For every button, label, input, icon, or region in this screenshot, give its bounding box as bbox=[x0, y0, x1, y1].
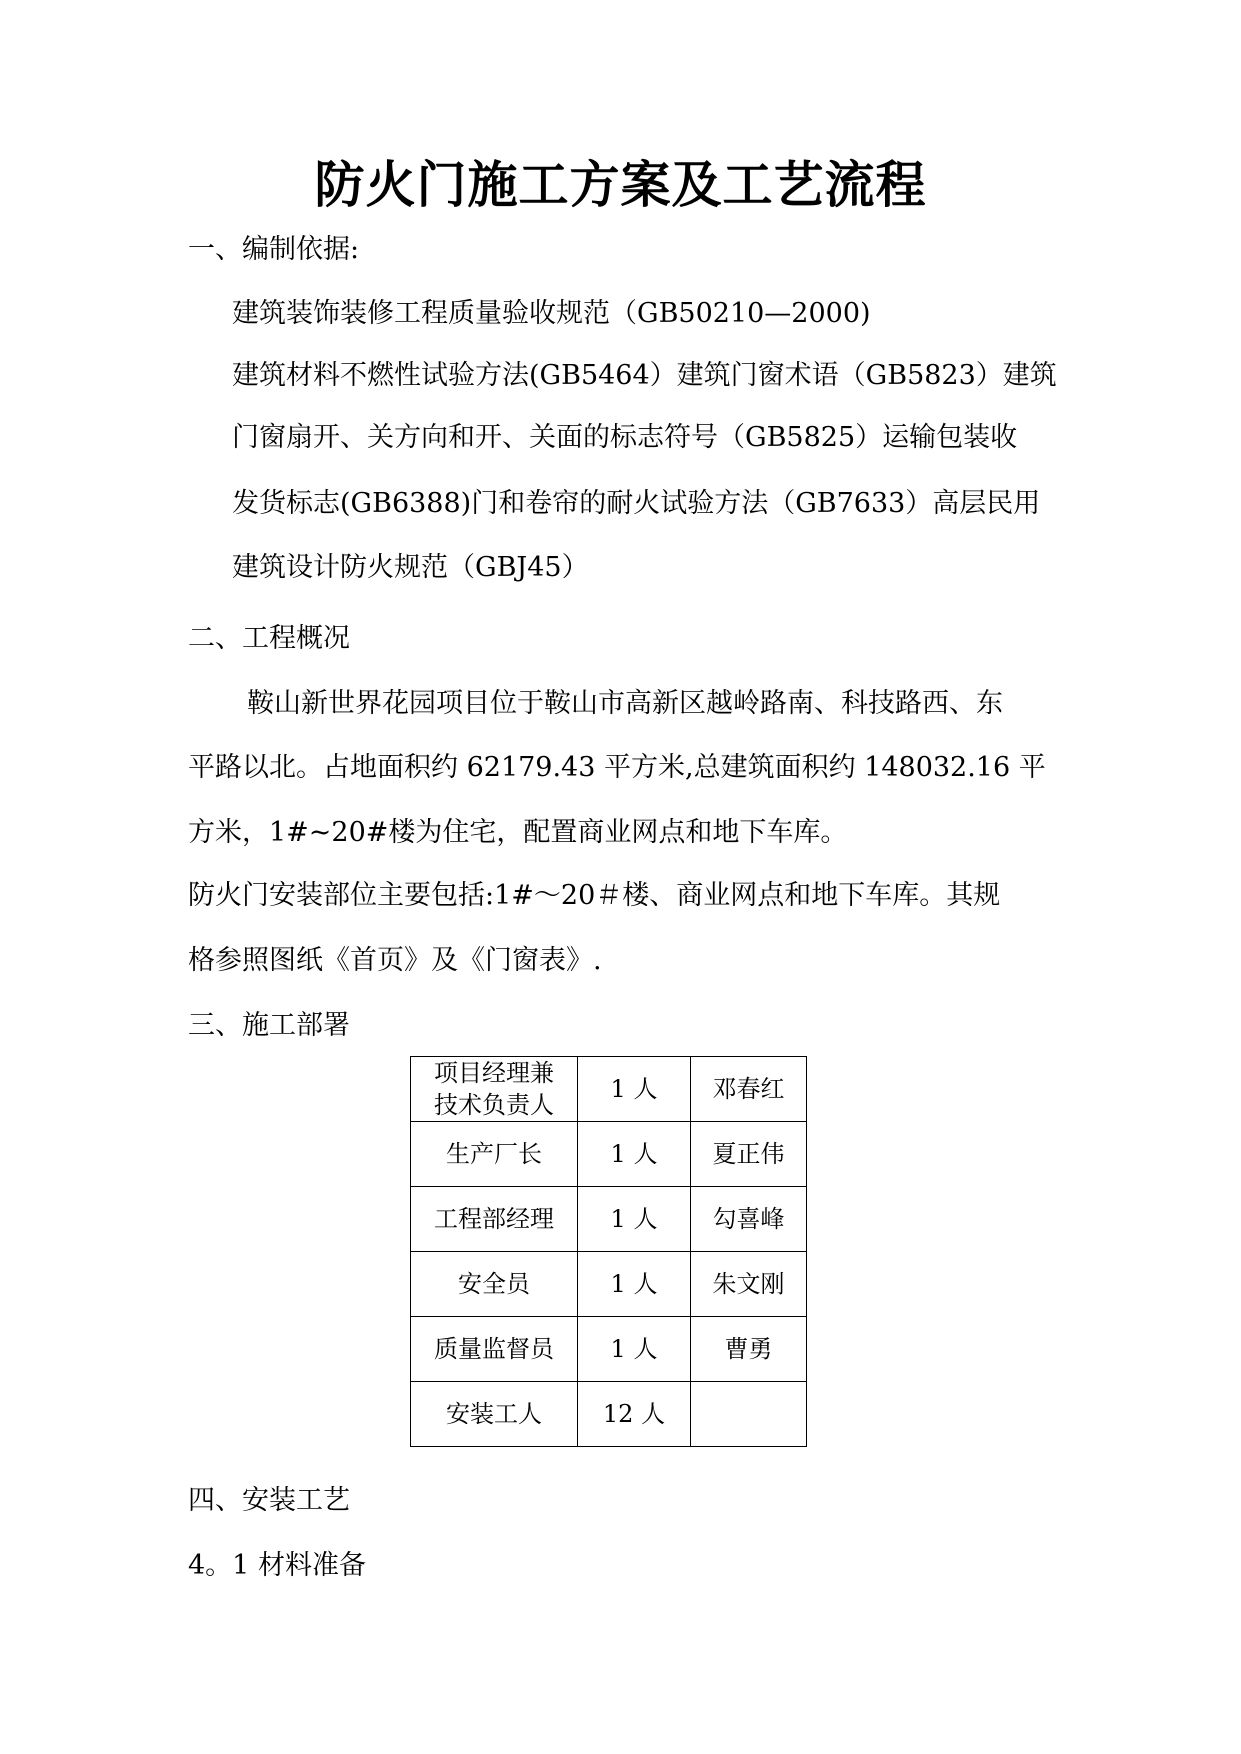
staff-name: 朱文刚 bbox=[691, 1252, 807, 1317]
table-row bbox=[411, 1317, 807, 1382]
table-row bbox=[411, 1122, 807, 1187]
basis-line: 建筑装饰装修工程质量验收规范（GB50210—2000) bbox=[232, 298, 871, 329]
staff-role: 生产厂长 bbox=[411, 1122, 578, 1187]
section-heading-overview: 二、工程概况 bbox=[188, 623, 350, 654]
staff-name bbox=[691, 1382, 807, 1447]
table-row bbox=[411, 1057, 807, 1122]
staff-name: 邓春红 bbox=[691, 1057, 807, 1122]
table-row bbox=[411, 1382, 807, 1447]
staff-name: 曹勇 bbox=[691, 1317, 807, 1382]
staff-name: 夏正伟 bbox=[691, 1122, 807, 1187]
basis-line: 发货标志(GB6388)门和卷帘的耐火试验方法（GB7633）高层民用 bbox=[232, 488, 1041, 519]
section-heading-installation: 四、安装工艺 bbox=[188, 1485, 350, 1516]
section-heading-deployment: 三、施工部署 bbox=[188, 1010, 350, 1041]
staff-count: 1 人 bbox=[578, 1252, 691, 1317]
basis-line: 建筑材料不燃性试验方法(GB5464）建筑门窗术语（GB5823）建筑 bbox=[232, 360, 1057, 391]
subsection-heading-materials: 4。1 材料准备 bbox=[188, 1550, 366, 1581]
overview-line: 鞍山新世界花园项目位于鞍山市高新区越岭路南、科技路西、东 bbox=[247, 688, 1003, 719]
table-row bbox=[411, 1187, 807, 1252]
overview-line: 方米，1#~20#楼为住宅，配置商业网点和地下车库。 bbox=[188, 817, 848, 848]
overview-line: 格参照图纸《首页》及《门窗表》. bbox=[188, 945, 602, 976]
staff-role: 项目经理兼技术负责人 bbox=[434, 1059, 554, 1119]
document-title: 防火门施工方案及工艺流程 bbox=[314, 156, 927, 214]
basis-line: 门窗扇开、关方向和开、关面的标志符号（GB5825）运输包装收 bbox=[232, 422, 1018, 453]
staff-count: 1 人 bbox=[578, 1187, 691, 1252]
section-heading-basis: 一、编制依据: bbox=[188, 234, 360, 265]
staff-count: 1 人 bbox=[578, 1317, 691, 1382]
staff-role: 工程部经理 bbox=[411, 1187, 578, 1252]
staff-role: 安装工人 bbox=[411, 1382, 578, 1447]
table-row bbox=[411, 1252, 807, 1317]
overview-line: 防火门安装部位主要包括:1#～20＃楼、商业网点和地下车库。其规 bbox=[188, 880, 1001, 911]
staff-role: 质量监督员 bbox=[411, 1317, 578, 1382]
staff-table bbox=[410, 1056, 807, 1447]
basis-line: 建筑设计防火规范（GBJ45） bbox=[232, 552, 589, 583]
staff-count: 1 人 bbox=[578, 1057, 691, 1122]
overview-line: 平路以北。占地面积约 62179.43 平方米,总建筑面积约 148032.16 平 bbox=[188, 752, 1046, 783]
staff-count: 1 人 bbox=[578, 1122, 691, 1187]
staff-role: 安全员 bbox=[411, 1252, 578, 1317]
staff-count: 12 人 bbox=[578, 1382, 691, 1447]
staff-name: 勾喜峰 bbox=[691, 1187, 807, 1252]
